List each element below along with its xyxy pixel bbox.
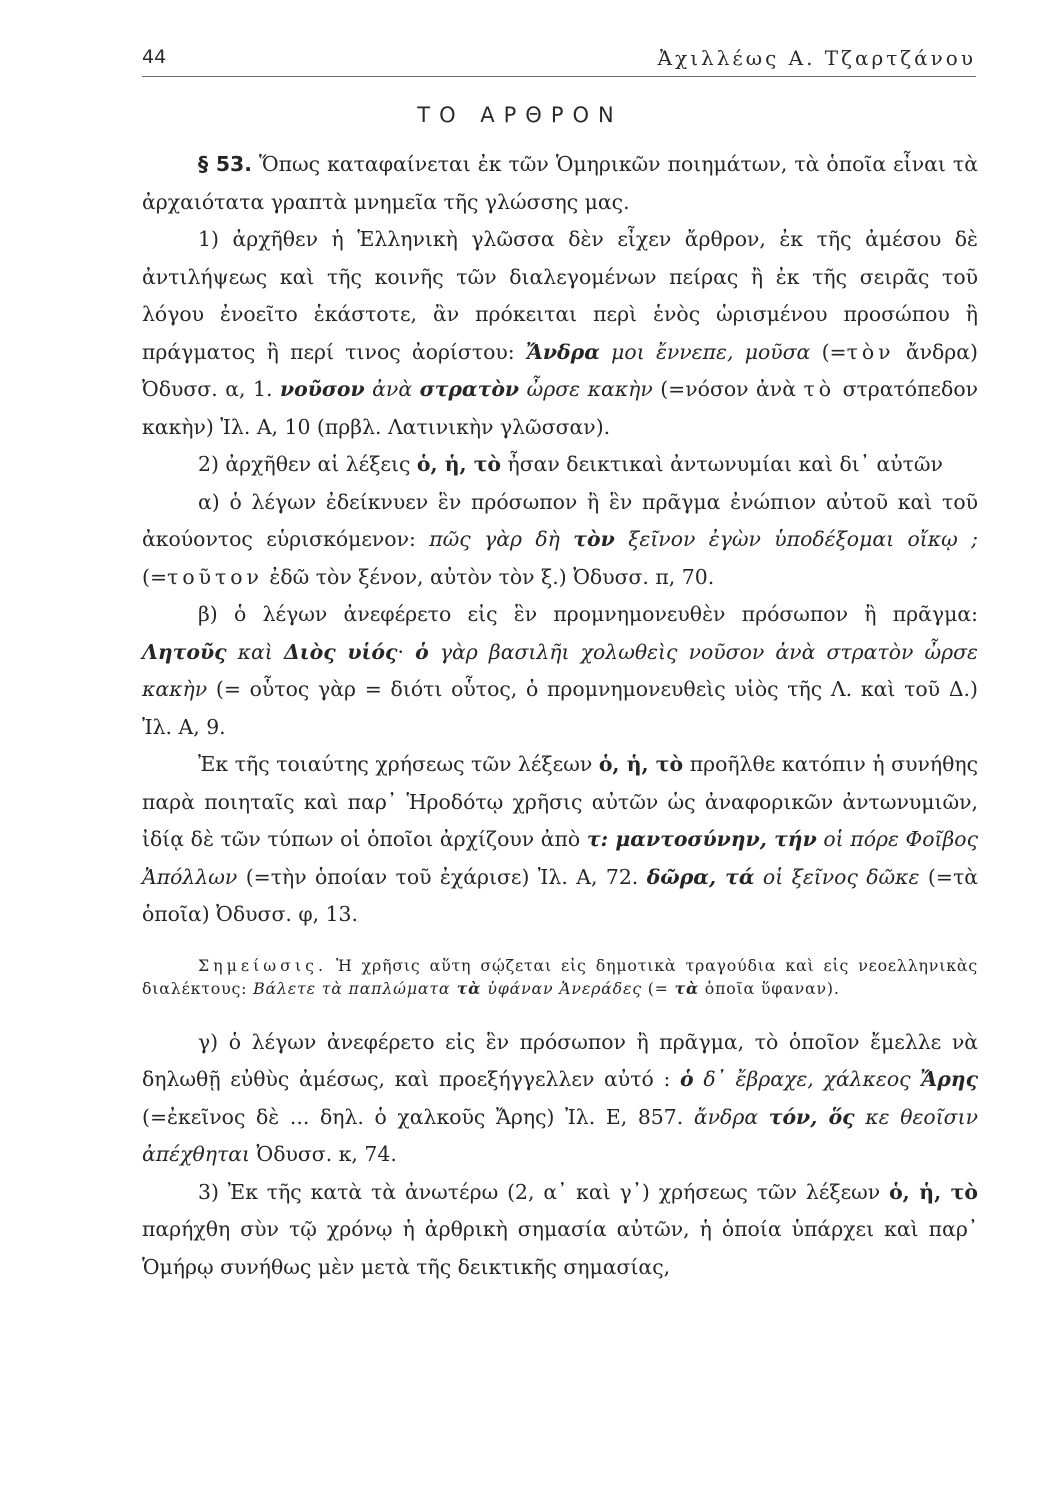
paragraph-1: 1) ἀρχῆθεν ἡ Ἑλληνικὴ γλῶσσα δὲν εἶχεν ἄρθρον, ἐκ τῆς ἀμέσου δὲ ἀντιλήψεως καὶ τῆς κοινῆς τῶν διαλεγομένων πείρας ἢ ἐκ τῆς σειρᾶς τοῦ λόγου ἐνοεῖτο ἑκάστοτε, ἂν πρόκειται περὶ ἑνὸς ὡρισμένου προσώπου ἢ πράγματος ἢ περί τινος ἀορίστου: Ἄνδρα μοι ἔννεπε, μοῦσα (=τὸν ἄνδρα) Ὀδυσσ. α, 1. νοῦσον ἀνὰ στρατὸν ὦρσε κακὴν (=νόσον ἀνὰ τὸ στρατόπεδον κακὴν) Ἰλ. Α, 10 (πρβλ. Λατινικὴν γλῶσσαν). [142,227,978,439]
body-text [142,146,978,1286]
paragraph-2c: γ) ὁ λέγων ἀνεφέρετο εἰς ἓν πρόσωπον ἢ πρᾶγμα, τὸ ὁποῖον ἔμελλε νὰ δηλωθῇ εὐθὺς ἀμέσως, καὶ προεξήγγελλεν αὐτό : ὁ δ᾽ ἔβραχε, χάλκεος Ἄρης (=ἐκεῖνος δὲ ... δηλ. ὁ χαλκοῦς Ἄρης) Ἰλ. Ε, 857. ἄνδρα τόν, ὅς κε θεοῖσιν ἀπέχθηται Ὀδυσσ. κ, 74. [142,1029,978,1166]
paragraph-2a: α) ὁ λέγων ἐδείκνυεν ἓν πρόσωπον ἢ ἓν πρᾶγμα ἐνώπιον αὐτοῦ καὶ τοῦ ἀκούοντος εὑρισκόμενον: πῶς γὰρ δὴ τὸν ξεῖνον ἐγὼν ὑποδέξομαι οἴκῳ ; (=τοῦτον ἐδῶ τὸν ξένον, αὐτὸν τὸν ξ.) Ὀδυσσ. π, 70. [142,489,979,589]
note: Σημείωσις. Ἡ χρῆσις αὕτη σῴζεται εἰς δημοτικὰ τραγούδια καὶ εἰς νεοελληνικὰς διαλέκτους: Βάλετε τὰ παπλώματα τὰ ὑφάναν Ἀνεράδες (= τὰ ὁποῖα ὕφαναν). [142,955,978,998]
paragraph-3: 3) Ἐκ τῆς κατὰ τὰ ἀνωτέρω (2, α᾽ καὶ γ᾽) χρήσεως τῶν λέξεων ὁ, ἡ, τὸ παρήχθη σὺν τῷ χρόνῳ ἡ ἀρθρικὴ σημασία αὐτῶν, ἡ ὁποία ὑπάρχει καὶ παρ᾽ Ὁμήρῳ συνήθως μὲν μετὰ τῆς δεικτικῆς σημασίας, [142,1179,978,1279]
section-number: § 53. [198,152,252,176]
paragraph-relative: Ἐκ τῆς τοιαύτης χρήσεως τῶν λέξεων ὁ, ἡ, τὸ προῆλθε κατόπιν ἡ συνήθης παρὰ ποιηταῖς καὶ παρ᾽ Ἡροδότῳ χρῆσις αὐτῶν ὡς ἀναφορικῶν ἀντωνυμιῶν, ἰδίᾳ δὲ τῶν τύπων οἱ ὁποῖοι ἀρχίζουν ἀπὸ τ: μαντοσύνην, τήν οἱ πόρε Φοῖβος Ἀπόλλων (=τὴν ὁποίαν τοῦ ἐχάρισε) Ἰλ. Α, 72. δῶρα, τά οἱ ξεῖνος δῶκε (=τὰ ὁποῖα) Ὀδυσσ. φ, 13. [142,752,978,926]
page-number: 44 [142,46,167,68]
page-header [142,40,976,77]
paragraph-2b: β) ὁ λέγων ἀνεφέρετο εἰς ἓν προμνημονευθὲν πρόσωπον ἢ πρᾶγμα: Λητοῦς καὶ Διὸς υἱός· ὁ γὰρ βασιλῆι χολωθεὶς νοῦσον ἀνὰ στρατὸν ὦρσε κακὴν (= οὗτος γὰρ = διότι οὗτος, ὁ προμνημονευθεὶς υἱὸς τῆς Λ. καὶ τοῦ Δ.) Ἰλ. Α, 9. [142,602,978,739]
section-title: ΤΟ ΑΡΘΡΟΝ [417,103,623,127]
running-head: Ἀχιλλέως Α. Τζαρτζάνου [657,46,976,70]
paragraph-2: 2) ἀρχῆθεν αἱ λέξεις ὁ, ἡ, τὸ ἦσαν δεικτικαὶ ἀντωνυμίαι καὶ δι᾽ αὐτῶν [198,452,943,476]
note-label: Σημείωσις. [198,955,328,975]
paragraph-53: § 53. Ὅπως καταφαίνεται ἐκ τῶν Ὁμηρικῶν ποιημάτων, τὰ ὁποῖα εἶναι τὰ ἀρχαιότατα γραπτὰ μνημεῖα τῆς γλώσσης μας. [142,152,978,214]
